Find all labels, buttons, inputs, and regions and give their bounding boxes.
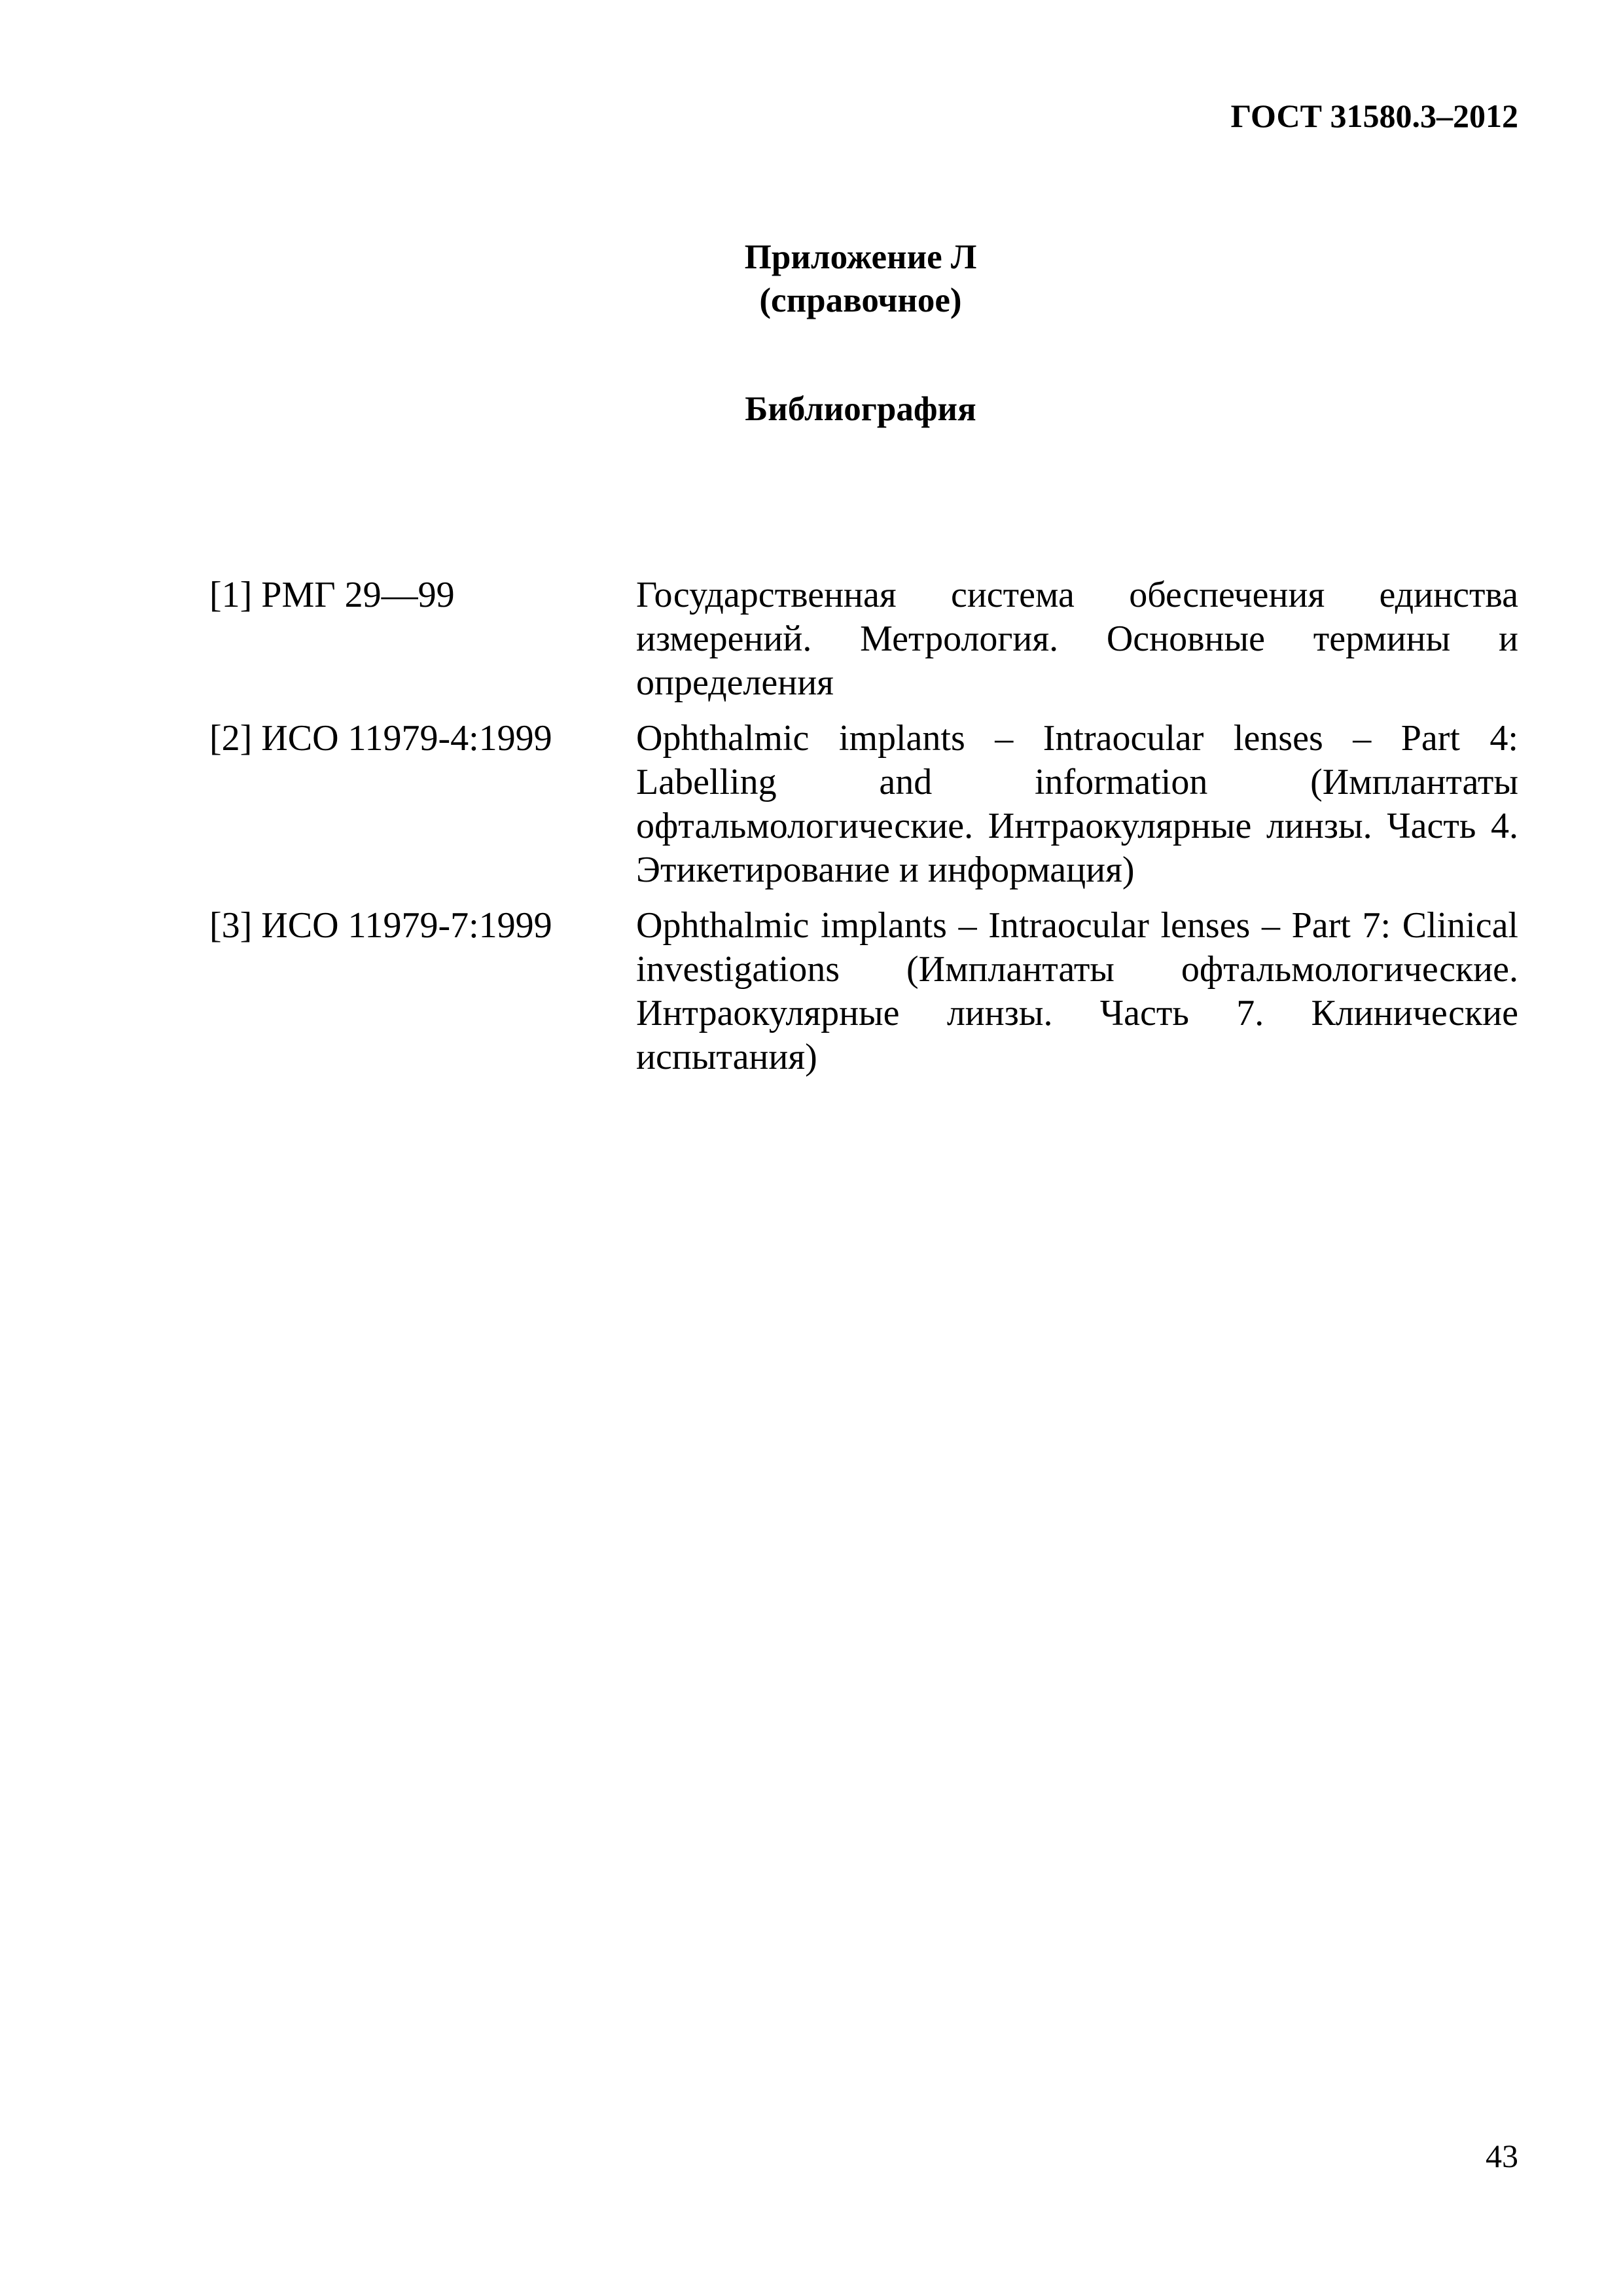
bibliography-entry <box>209 573 1518 705</box>
bibliography-entry <box>209 904 1518 1079</box>
bibliography-ref: [1] РМГ 29—99 <box>209 575 455 615</box>
bibliography-entry <box>209 717 1518 892</box>
bibliography-text: Ophthalmic implants – Intraocular lenses – Part 7: Clinical investigations (Имплантаты офтальмологические. Интраокулярные линзы. Часть 7. Клинические испытания) <box>636 905 1518 1077</box>
bibliography-text: Ophthalmic implants – Intraocular lenses – Part 4: Labelling and information (Имплантаты офтальмологические. Интраокулярные линзы. Часть 4. Этикетирование и информация) <box>636 718 1518 890</box>
bibliography-list <box>209 573 1518 1091</box>
appendix-kind: (справочное) <box>759 281 962 319</box>
bibliography-title: Библиография <box>745 390 976 428</box>
page-number: 43 <box>1486 2138 1518 2174</box>
bibliography-ref: [3] ИСО 11979-7:1999 <box>209 905 552 946</box>
appendix-title: Приложение Л <box>744 238 977 276</box>
document-code: ГОСТ 31580.3–2012 <box>1230 98 1518 134</box>
bibliography-ref: [2] ИСО 11979-4:1999 <box>209 718 552 759</box>
bibliography-text: Государственная система обеспечения единства измерений. Метрология. Основные термины и определения <box>636 575 1518 703</box>
